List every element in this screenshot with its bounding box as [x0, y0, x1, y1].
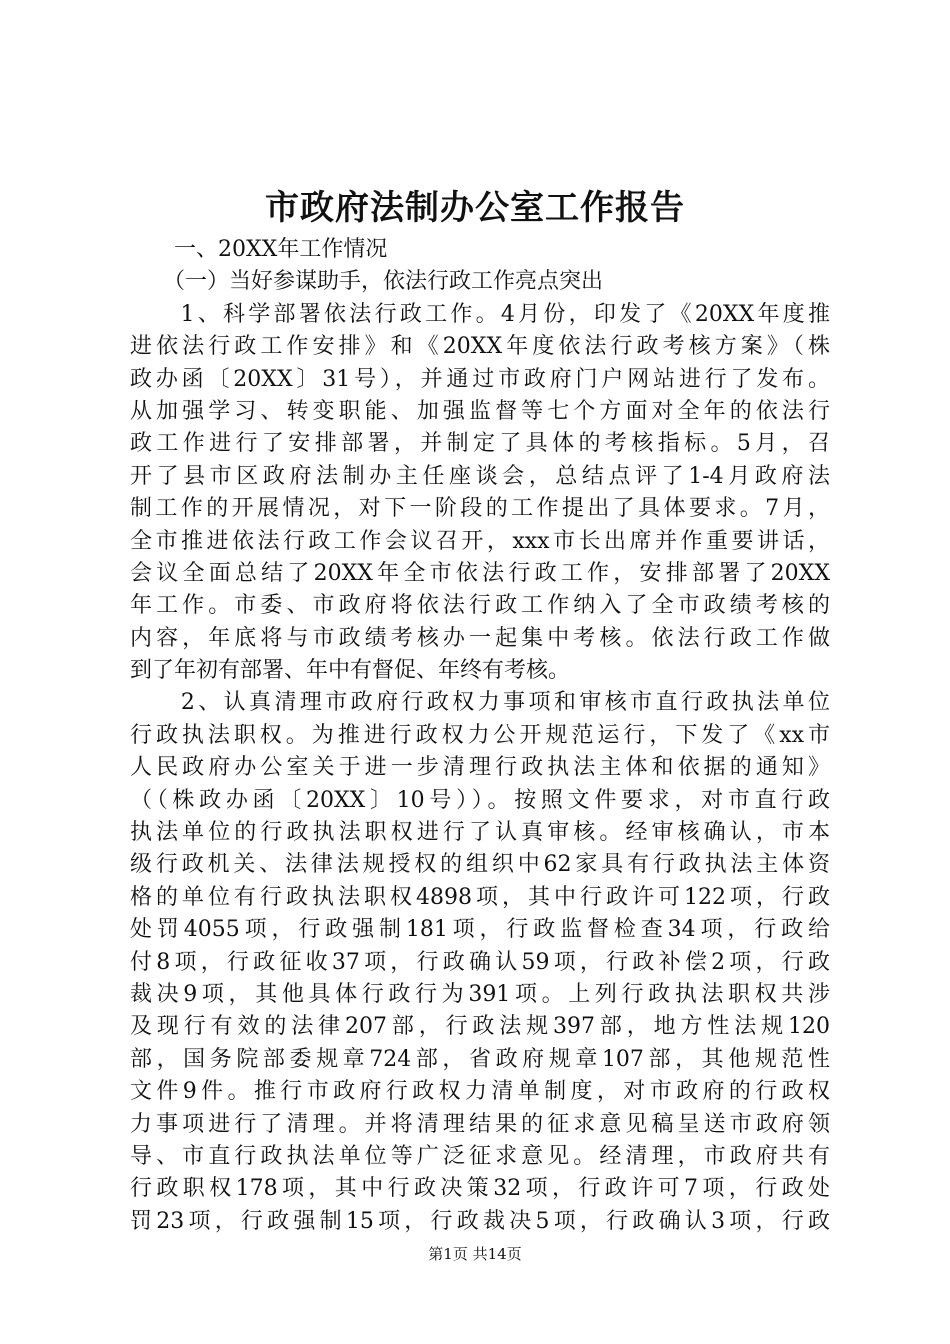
text-line: （一）当好参谋助手，依法行政工作亮点突出	[130, 269, 604, 295]
text-line: 行政职权178项，其中行政决策32项，行政许可7项，行政处	[130, 1176, 830, 1202]
text-line: 全市推进依法行政工作会议召开，xxx市长出席并作重要讲话，	[130, 528, 830, 554]
text-line: 付8项，行政征收37项，行政确认59项，行政补偿2项，行政	[130, 949, 830, 975]
text-line: 一、20XX年工作情况	[130, 237, 388, 262]
text-line: 2、认真清理市政府行政权力事项和审核市直行政执法单位	[130, 690, 830, 716]
text-line: 部，国务院部委规章724部，省政府规章107部，其他规范性	[130, 1046, 830, 1072]
document-title: 市政府法制办公室工作报告	[265, 188, 685, 228]
text-line: 级行政机关、法律法规授权的组织中62家具有行政执法主体资	[130, 852, 830, 878]
text-line: 年工作。市委、市政府将依法行政工作纳入了全市政绩考核的	[130, 593, 830, 619]
text-line: 1、科学部署依法行政工作。4月份，印发了《20XX年度推	[130, 301, 830, 327]
text-line: 会议全面总结了20XX年全市依法行政工作，安排部署了20XX	[130, 560, 830, 586]
text-line: 到了年初有部署、年中有督促、年终有考核。	[130, 658, 571, 684]
document-body	[130, 234, 830, 1238]
text-line: 从加强学习、转变职能、加强监督等七个方面对全年的依法行	[130, 398, 830, 424]
text-line: 裁决9项，其他具体行政行为391项。上列行政执法职权共涉	[130, 981, 830, 1007]
text-line: 进依法行政工作安排》和《20XX年度依法行政考核方案》（株	[130, 334, 830, 360]
text-line: 力事项进行了清理。并将清理结果的征求意见稿呈送市政府领	[130, 1111, 830, 1137]
text-line: 制工作的开展情况，对下一阶段的工作提出了具体要求。7月，	[130, 496, 830, 522]
page-footer: 第1页 共14页	[428, 1245, 522, 1263]
text-line: 行政执法职权。为推进行政权力公开规范运行，下发了《xx市	[130, 722, 830, 748]
text-line: 开了县市区政府法制办主任座谈会，总结点评了1-4月政府法	[130, 463, 830, 489]
text-line: 文件9件。推行市政府行政权力清单制度，对市政府的行政权	[130, 1079, 830, 1105]
text-line: 人民政府办公室关于进一步清理行政执法主体和依据的通知》	[130, 755, 830, 781]
text-line: 政办函〔20XX〕31号），并通过市政府门户网站进行了发布。	[130, 366, 830, 392]
text-line: 政工作进行了安排部署，并制定了具体的考核指标。5月，召	[130, 431, 830, 457]
text-line: 及现行有效的法律207部，行政法规397部，地方性法规120	[130, 1014, 830, 1040]
text-line: 执法单位的行政执法职权进行了认真审核。经审核确认，市本	[130, 820, 830, 846]
text-line: 内容，年底将与市政绩考核办一起集中考核。依法行政工作做	[130, 625, 830, 651]
text-line: （（株政办函〔20XX〕10号））。按照文件要求，对市直行政	[130, 787, 830, 813]
text-line: 处罚4055项，行政强制181项，行政监督检查34项，行政给	[130, 917, 830, 943]
text-line: 罚23项，行政强制15项，行政裁决5项，行政确认3项，行政	[130, 1208, 830, 1234]
text-line: 导、市直行政执法单位等广泛征求意见。经清理，市政府共有	[130, 1143, 830, 1169]
text-line: 格的单位有行政执法职权4898项，其中行政许可122项，行政	[130, 884, 830, 910]
